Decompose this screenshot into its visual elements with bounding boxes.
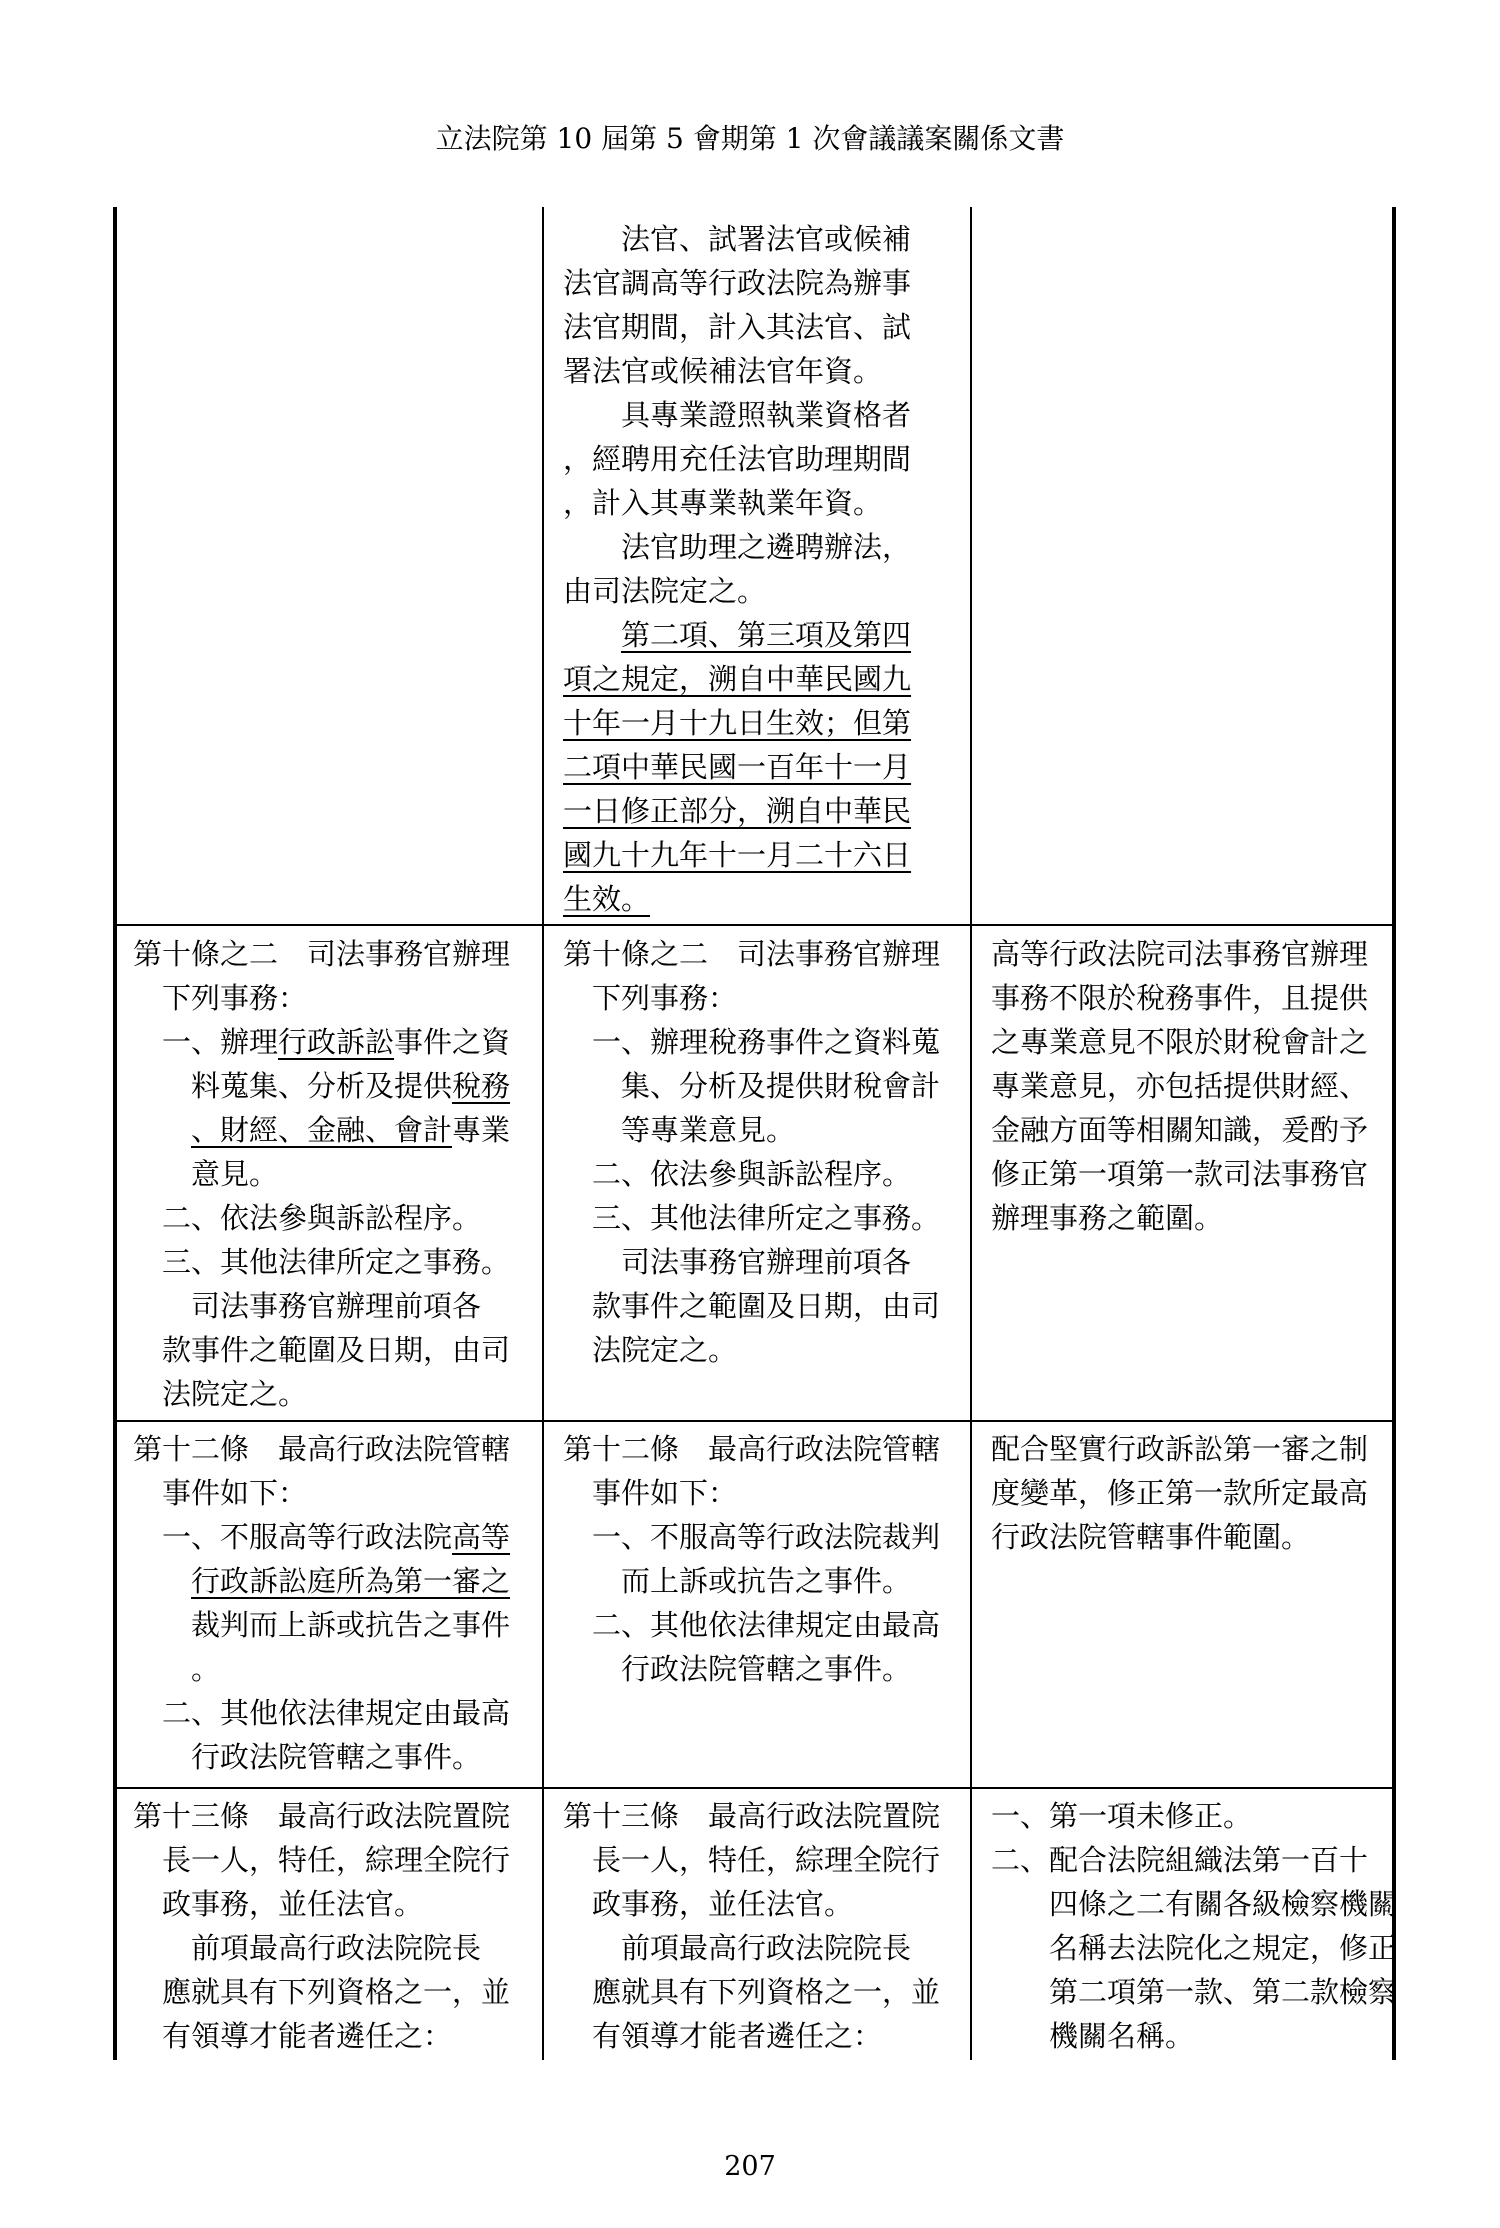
text-line: 二、依法參與訴訟程序。	[162, 1201, 482, 1235]
document-header: 立法院第 10 屆第 5 會期第 1 次會議議案關係文書	[435, 122, 1065, 155]
text-line: 生效。	[563, 882, 651, 916]
text-line: 項之規定，溯自中華民國九	[563, 662, 912, 696]
text-line: 下列事務：	[592, 981, 738, 1015]
text-line: 下列事務：	[162, 981, 308, 1015]
table-cell-r1-c2	[563, 217, 911, 921]
table-cell-r2-c2	[563, 932, 940, 1372]
text-line: 二、依法參與訴訟程序。	[592, 1157, 912, 1191]
text-line: 辦理事務之範圍。	[991, 1201, 1224, 1235]
text-line: 政事務，並任法官。	[162, 1887, 424, 1921]
text-line: 款事件之範圍及日期，由司	[162, 1333, 511, 1367]
row-divider-1	[113, 924, 1396, 926]
text-line: 第十三條 最高行政法院置院	[563, 1799, 941, 1833]
text-line: 長一人，特任，綜理全院行	[162, 1843, 511, 1877]
table-cell-r2-c3	[991, 932, 1368, 1240]
text-line: 集、分析及提供財稅會計	[621, 1069, 941, 1103]
text-line: 一日修正部分，溯自中華民	[563, 794, 912, 828]
table-cell-r3-c1	[133, 1427, 510, 1779]
column-divider-2	[970, 207, 972, 2060]
text-line: 高等行政法院司法事務官辦理	[991, 937, 1369, 971]
comparison-table	[113, 207, 1396, 2060]
table-cell-r3-c3	[991, 1427, 1368, 1559]
text-line: 四條之二有關各級檢察機關	[1049, 1887, 1398, 1921]
text-line: ，經聘用充任法官助理期間	[563, 442, 912, 476]
text-line: 法官、試署法官或候補	[621, 222, 912, 256]
text-line: 度變革，修正第一款所定最高	[991, 1476, 1369, 1510]
text-line: 料蒐集、分析及提供稅務	[191, 1069, 511, 1103]
table-right-border	[1392, 207, 1396, 2060]
text-line: 十年一月十九日生效；但第	[563, 706, 912, 740]
text-line: 二、其他依法律規定由最高	[592, 1608, 941, 1642]
table-left-border	[113, 207, 117, 2060]
text-line: 有領導才能者遴任之：	[592, 2019, 883, 2053]
text-line: 二、配合法院組織法第一百十	[991, 1843, 1369, 1877]
table-cell-r2-c1	[133, 932, 510, 1416]
text-line: 具專業證照執業資格者	[621, 398, 912, 432]
text-line: 款事件之範圍及日期，由司	[592, 1289, 941, 1323]
text-line: 配合堅實行政訴訟第一審之制	[991, 1432, 1369, 1466]
column-divider-1	[542, 207, 544, 2060]
text-line: 行政訴訟庭所為第一審之	[191, 1564, 511, 1598]
row-divider-3	[113, 1787, 1396, 1789]
text-line: 事件如下：	[592, 1476, 738, 1510]
text-line: 等專業意見。	[621, 1113, 796, 1147]
text-line: 由司法院定之。	[563, 574, 767, 608]
text-line: 三、其他法律所定之事務。	[162, 1245, 511, 1279]
text-line: 金融方面等相關知識，爰酌予	[991, 1113, 1369, 1147]
text-line: 一、辦理稅務事件之資料蒐	[592, 1025, 941, 1059]
text-line: 應就具有下列資格之一，並	[162, 1975, 511, 2009]
text-line: 司法事務官辦理前項各	[191, 1289, 482, 1323]
table-cell-r3-c2	[563, 1427, 940, 1691]
text-line: 第十二條 最高行政法院管轄	[563, 1432, 941, 1466]
text-line: 前項最高行政法院院長	[191, 1931, 482, 1965]
text-line: 名稱去法院化之規定，修正	[1049, 1931, 1398, 1965]
table-cell-r4-c2	[563, 1794, 940, 2058]
text-line: 法院定之。	[162, 1377, 308, 1411]
text-line: 、財經、金融、會計專業	[191, 1113, 511, 1147]
text-line: 事務不限於稅務事件，且提供	[991, 981, 1369, 1015]
text-line: 專業意見，亦包括提供財經、	[991, 1069, 1369, 1103]
text-line: 修正第一項第一款司法事務官	[991, 1157, 1369, 1191]
text-line: 長一人，特任，綜理全院行	[592, 1843, 941, 1877]
text-line: 二、其他依法律規定由最高	[162, 1696, 511, 1730]
text-line: 第二項、第三項及第四	[621, 618, 912, 652]
text-line: 之專業意見不限於財稅會計之	[991, 1025, 1369, 1059]
text-line: 二項中華民國一百年十一月	[563, 750, 912, 784]
text-line: 署法官或候補法官年資。	[563, 354, 883, 388]
text-line: 行政法院管轄之事件。	[191, 1740, 482, 1774]
text-line: 而上訴或抗告之事件。	[621, 1564, 912, 1598]
text-line: 第十條之二 司法事務官辦理	[563, 937, 941, 971]
text-line: 法院定之。	[592, 1333, 738, 1367]
text-line: 行政法院管轄之事件。	[621, 1652, 912, 1686]
text-line: 三、其他法律所定之事務。	[592, 1201, 941, 1235]
text-line: 一、第一項未修正。	[991, 1799, 1253, 1833]
text-line: 第十二條 最高行政法院管轄	[133, 1432, 511, 1466]
text-line: 法官期間，計入其法官、試	[563, 310, 912, 344]
text-line: ，計入其專業執業年資。	[563, 486, 883, 520]
row-divider-2	[113, 1420, 1396, 1422]
table-cell-r4-c1	[133, 1794, 510, 2058]
text-line: 行政法院管轄事件範圍。	[991, 1520, 1311, 1554]
text-line: 意見。	[191, 1157, 279, 1191]
text-line: 司法事務官辦理前項各	[621, 1245, 912, 1279]
text-line: 。	[191, 1652, 221, 1686]
text-line: 裁判而上訴或抗告之事件	[191, 1608, 511, 1642]
page-number: 207	[724, 2151, 776, 2182]
text-line: 有領導才能者遴任之：	[162, 2019, 453, 2053]
table-cell-r4-c3	[991, 1794, 1397, 2058]
text-line: 一、不服高等行政法院裁判	[592, 1520, 941, 1554]
text-line: 事件如下：	[162, 1476, 308, 1510]
text-line: 一、不服高等行政法院高等	[162, 1520, 511, 1554]
text-line: 第十三條 最高行政法院置院	[133, 1799, 511, 1833]
text-line: 第二項第一款、第二款檢察	[1049, 1975, 1398, 2009]
text-line: 法官助理之遴聘辦法，	[621, 530, 912, 564]
text-line: 機關名稱。	[1049, 2019, 1195, 2053]
text-line: 國九十九年十一月二十六日	[563, 838, 912, 872]
text-line: 一、辦理行政訴訟事件之資	[162, 1025, 511, 1059]
text-line: 政事務，並任法官。	[592, 1887, 854, 1921]
text-line: 法官調高等行政法院為辦事	[563, 266, 912, 300]
text-line: 第十條之二 司法事務官辦理	[133, 937, 511, 971]
text-line: 前項最高行政法院院長	[621, 1931, 912, 1965]
text-line: 應就具有下列資格之一，並	[592, 1975, 941, 2009]
